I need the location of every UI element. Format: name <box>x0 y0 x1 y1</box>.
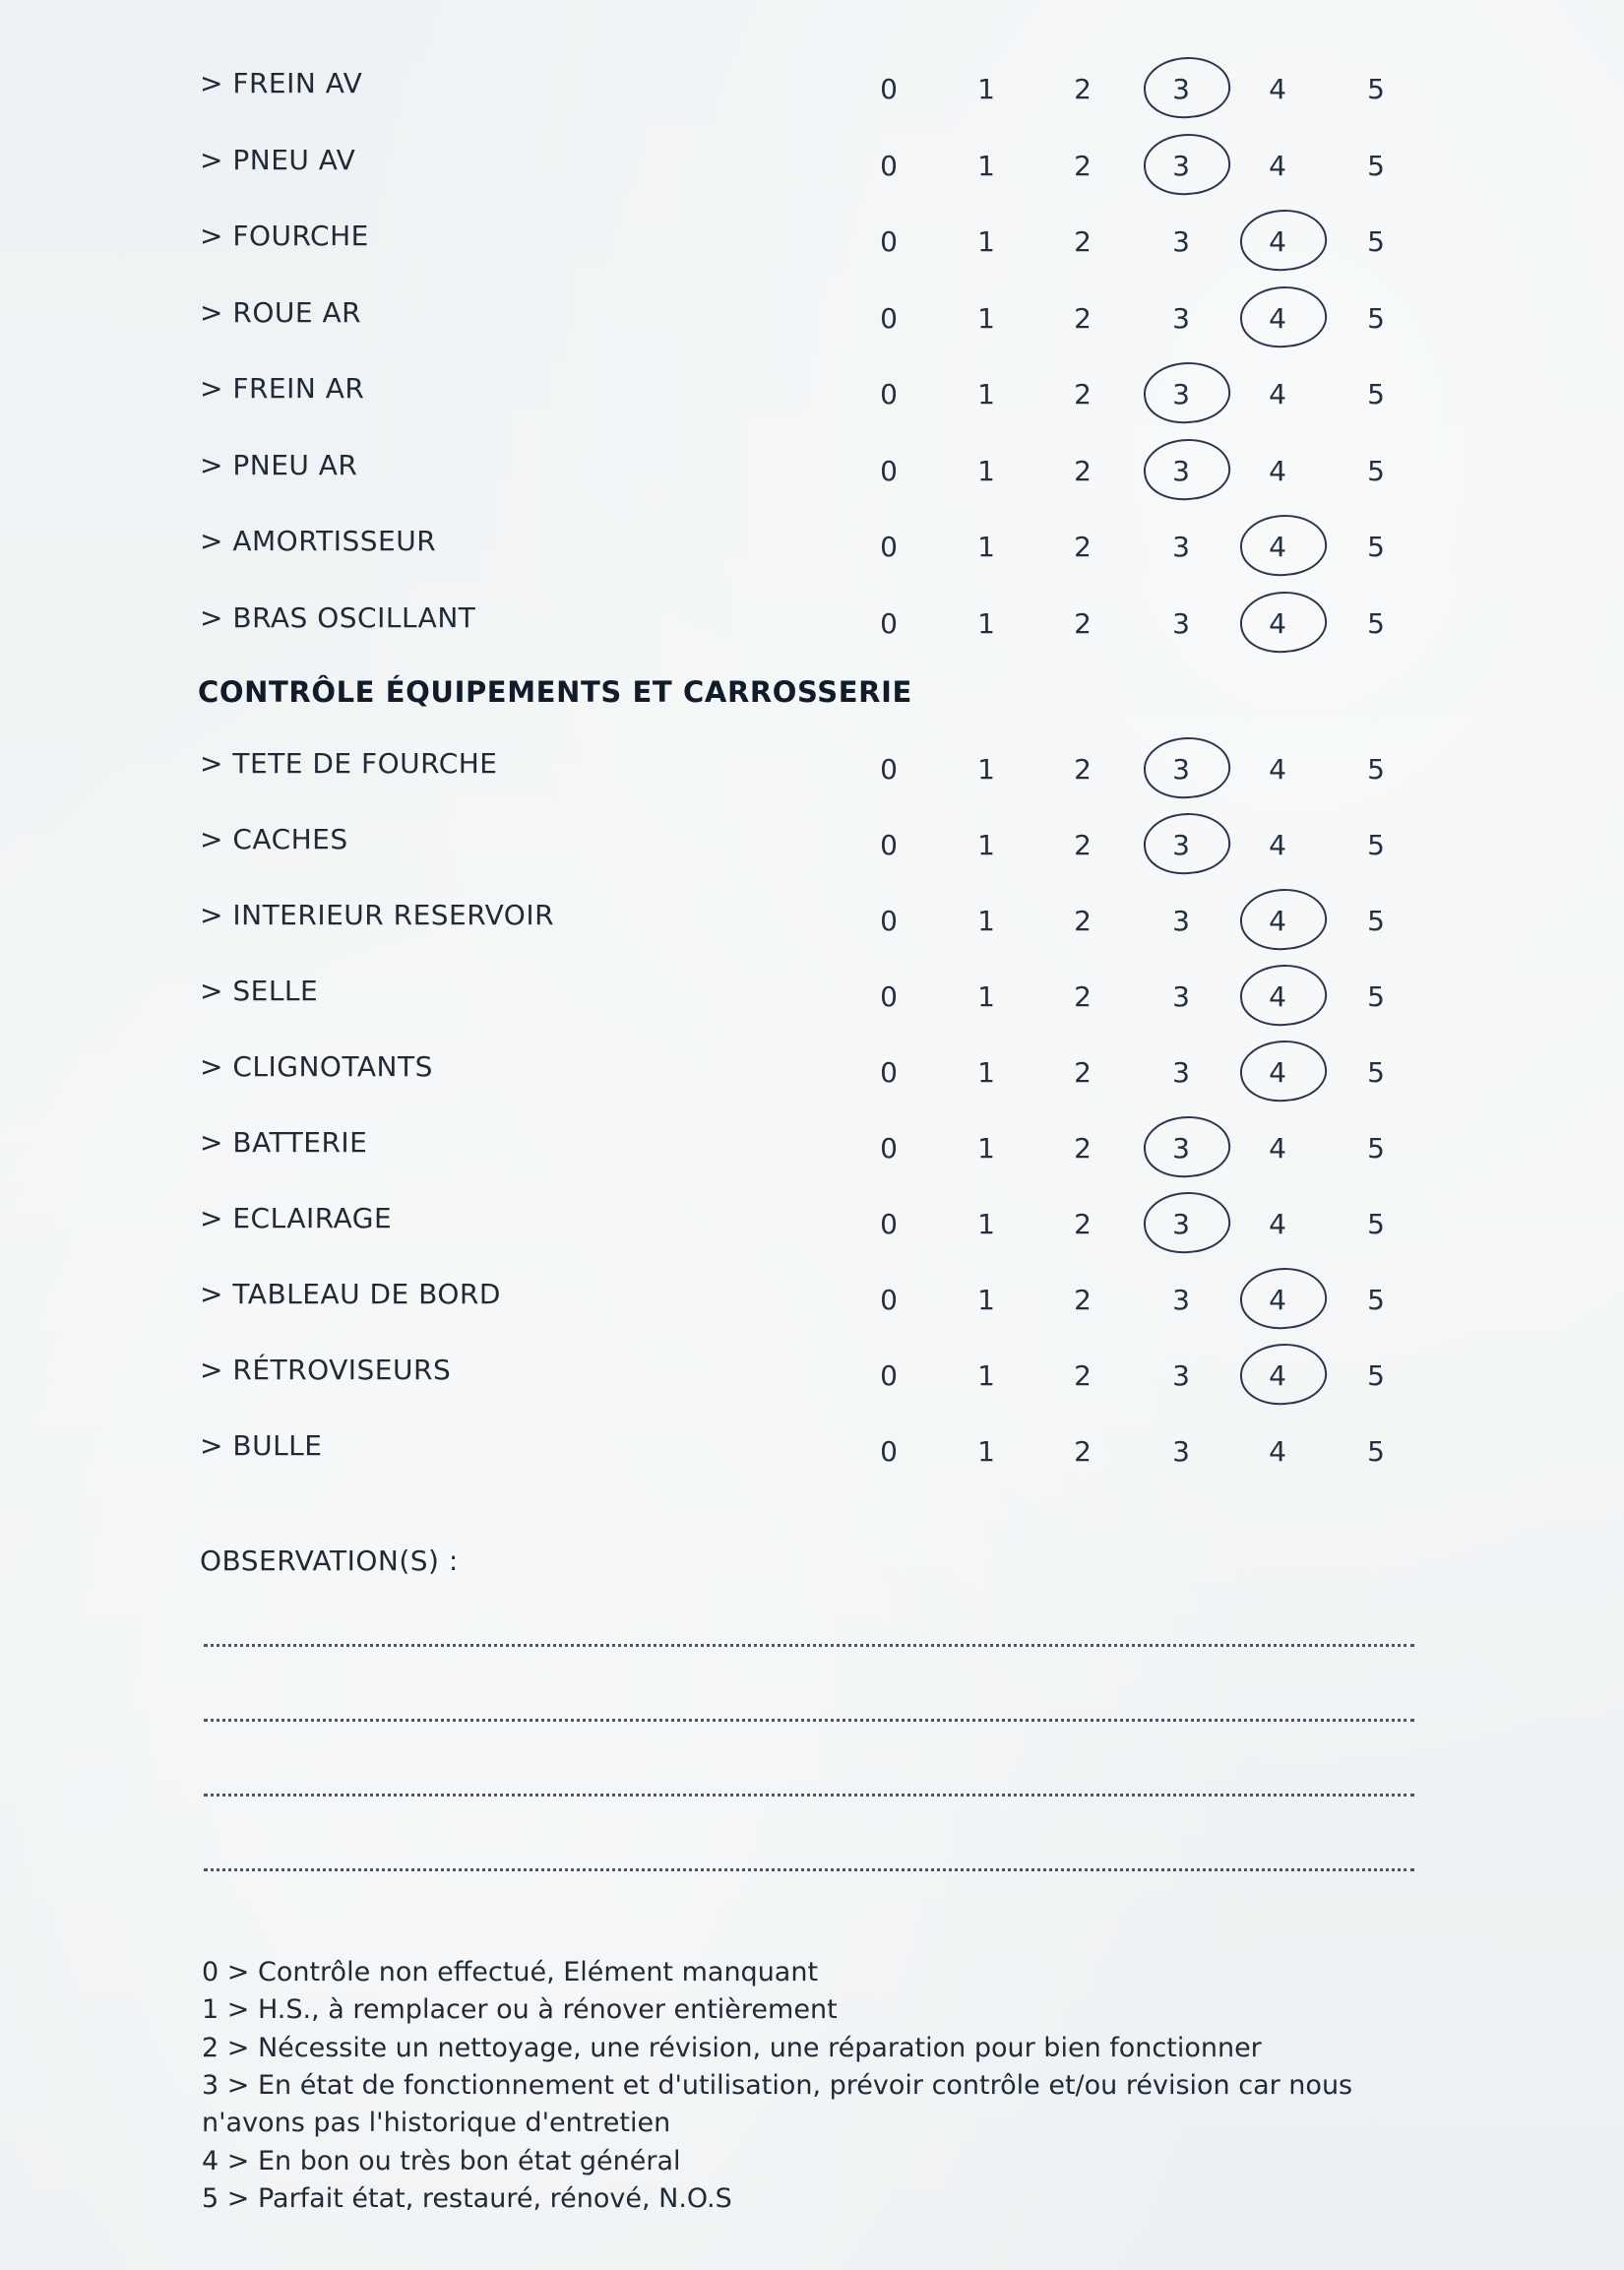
score-option[interactable]: 5 <box>1367 1284 1385 1316</box>
score-option[interactable]: 1 <box>977 225 995 258</box>
score-option[interactable]: 1 <box>977 1359 995 1392</box>
rating-row-label: > ROUE AR <box>200 295 362 329</box>
score-option-selected[interactable]: 4 <box>1248 980 1307 1013</box>
score-option-selected[interactable]: 3 <box>1152 150 1211 182</box>
score-option[interactable]: 5 <box>1367 1056 1385 1089</box>
score-option[interactable]: 5 <box>1367 149 1385 182</box>
score-option[interactable]: 0 <box>880 149 898 182</box>
score-option[interactable]: 0 <box>880 1284 898 1316</box>
score-option[interactable]: 1 <box>977 829 995 861</box>
score-option[interactable]: 0 <box>880 1056 898 1089</box>
score-option[interactable]: 1 <box>977 1284 995 1316</box>
score-option[interactable]: 3 <box>1172 225 1190 258</box>
observations-title: OBSERVATION(S) : <box>200 1545 459 1577</box>
score-option[interactable]: 2 <box>1074 378 1092 410</box>
score-option[interactable]: 2 <box>1074 905 1092 937</box>
score-option[interactable]: 2 <box>1074 1056 1092 1089</box>
score-option[interactable]: 1 <box>977 73 995 105</box>
rating-row-label: > RÉTROVISEURS <box>200 1354 452 1386</box>
score-option[interactable]: 1 <box>977 149 995 182</box>
rating-row-label: > SELLE <box>200 975 319 1007</box>
score-option[interactable]: 5 <box>1367 829 1385 861</box>
legend-line: 4 > En bon ou très bon état général <box>202 2146 681 2176</box>
score-option[interactable]: 4 <box>1269 149 1286 182</box>
score-option-selected[interactable]: 4 <box>1248 607 1307 640</box>
rating-row-label: > AMORTISSEUR <box>200 525 437 557</box>
score-option[interactable]: 2 <box>1074 1132 1092 1165</box>
score-option[interactable]: 4 <box>1269 378 1286 410</box>
score-option[interactable]: 0 <box>880 829 898 861</box>
score-option[interactable]: 4 <box>1269 73 1286 105</box>
rating-row <box>0 67 1624 126</box>
rating-row <box>0 899 1624 958</box>
rating-row-label: > FREIN AV <box>200 67 363 99</box>
rating-row <box>0 449 1624 508</box>
rating-row-label: > TABLEAU DE BORD <box>200 1278 501 1310</box>
score-option[interactable]: 2 <box>1074 1284 1092 1316</box>
rating-row-label: > INTERIEUR RESERVOIR <box>200 899 555 931</box>
score-option[interactable]: 0 <box>880 753 898 786</box>
rating-row <box>0 601 1624 661</box>
observation-line[interactable] <box>204 1868 1414 1871</box>
score-option[interactable]: 5 <box>1367 980 1385 1013</box>
rating-row-label: > ECLAIRAGE <box>200 1202 393 1234</box>
rating-row-label: > BULLE <box>200 1429 323 1462</box>
score-option[interactable]: 0 <box>880 225 898 258</box>
rating-row <box>0 975 1624 1034</box>
rating-row <box>0 220 1624 279</box>
rating-row-label: > FOURCHE <box>200 220 369 252</box>
score-option-selected[interactable]: 3 <box>1152 829 1211 861</box>
legend-line: 2 > Nécessite un nettoyage, une révision, une réparation pour bien fonctionner <box>202 2033 1262 2063</box>
score-option[interactable]: 0 <box>880 905 898 937</box>
score-option[interactable]: 3 <box>1172 301 1190 335</box>
score-option[interactable]: 2 <box>1074 454 1092 487</box>
legend-line: 5 > Parfait état, restauré, rénové, N.O.S <box>202 2183 732 2214</box>
score-option[interactable]: 0 <box>880 1435 898 1468</box>
legend-line: n'avons pas l'historique d'entretien <box>202 2108 671 2138</box>
rating-row <box>0 823 1624 882</box>
rating-row-label: > BRAS OSCILLANT <box>200 600 476 634</box>
legend-line: 1 > H.S., à remplacer ou à rénover entièrement <box>202 1994 838 2025</box>
score-option[interactable]: 0 <box>880 531 898 563</box>
rating-row <box>0 1429 1624 1488</box>
score-option[interactable]: 4 <box>1269 454 1286 487</box>
score-option[interactable]: 5 <box>1367 753 1385 786</box>
observation-line[interactable] <box>204 1644 1414 1647</box>
score-option[interactable]: 2 <box>1074 753 1092 786</box>
score-option-selected[interactable]: 3 <box>1152 73 1211 105</box>
rating-row <box>0 144 1624 203</box>
score-option[interactable]: 2 <box>1074 73 1092 105</box>
score-option[interactable]: 1 <box>977 301 995 335</box>
rating-row <box>0 372 1624 431</box>
score-option[interactable]: 1 <box>977 1132 995 1165</box>
rating-row <box>0 1354 1624 1413</box>
score-option[interactable]: 2 <box>1074 1435 1092 1468</box>
score-option[interactable]: 1 <box>977 1056 995 1089</box>
score-option[interactable]: 0 <box>880 980 898 1013</box>
score-option[interactable]: 5 <box>1367 606 1385 640</box>
score-option-selected[interactable]: 3 <box>1152 1132 1211 1165</box>
rating-row-label: > PNEU AV <box>200 143 356 176</box>
score-option-selected[interactable]: 3 <box>1152 378 1211 410</box>
score-option[interactable]: 2 <box>1074 225 1092 258</box>
score-option[interactable]: 5 <box>1367 301 1385 335</box>
rating-row <box>0 1278 1624 1337</box>
score-option[interactable]: 3 <box>1172 606 1190 640</box>
score-option[interactable]: 5 <box>1367 905 1385 937</box>
score-option[interactable]: 1 <box>977 454 995 487</box>
score-option[interactable]: 0 <box>880 1208 898 1240</box>
score-option[interactable]: 2 <box>1074 531 1092 563</box>
score-option[interactable]: 4 <box>1269 1208 1286 1240</box>
score-option[interactable]: 4 <box>1269 1435 1286 1468</box>
score-option[interactable]: 3 <box>1172 1056 1190 1089</box>
score-option[interactable]: 1 <box>977 1208 995 1240</box>
score-option[interactable]: 0 <box>880 606 898 640</box>
score-option[interactable]: 0 <box>880 1359 898 1392</box>
rating-row <box>0 525 1624 584</box>
score-option[interactable]: 0 <box>880 73 898 105</box>
score-option[interactable]: 5 <box>1367 1208 1385 1240</box>
rating-row-label: > CACHES <box>200 823 348 855</box>
score-option[interactable]: 4 <box>1269 1132 1286 1165</box>
score-option[interactable]: 2 <box>1074 606 1092 640</box>
rating-row <box>0 1126 1624 1185</box>
score-option[interactable]: 5 <box>1367 1435 1385 1468</box>
score-option[interactable]: 1 <box>977 753 995 786</box>
score-option-selected[interactable]: 4 <box>1248 1284 1307 1316</box>
score-option[interactable]: 5 <box>1367 1359 1385 1392</box>
rating-row <box>0 296 1624 355</box>
legend-line: 0 > Contrôle non effectué, Elément manquant <box>202 1957 819 1987</box>
score-option[interactable]: 1 <box>977 1435 995 1468</box>
score-option[interactable]: 0 <box>880 378 898 410</box>
score-option-selected[interactable]: 3 <box>1152 1208 1211 1240</box>
score-option-selected[interactable]: 4 <box>1248 1359 1307 1392</box>
score-option[interactable]: 3 <box>1172 1359 1190 1392</box>
rating-row <box>0 747 1624 806</box>
score-option[interactable]: 1 <box>977 980 995 1013</box>
score-option[interactable]: 1 <box>977 905 995 937</box>
score-option[interactable]: 1 <box>977 606 995 640</box>
score-option[interactable]: 3 <box>1172 1435 1190 1468</box>
score-option[interactable]: 5 <box>1367 225 1385 258</box>
score-option[interactable]: 5 <box>1367 454 1385 487</box>
score-option-selected[interactable]: 4 <box>1248 1056 1307 1089</box>
score-option[interactable]: 0 <box>880 454 898 487</box>
score-option-selected[interactable]: 3 <box>1152 455 1211 487</box>
score-option[interactable]: 5 <box>1367 73 1385 105</box>
score-option[interactable]: 1 <box>977 531 995 563</box>
score-option-selected[interactable]: 4 <box>1248 531 1307 563</box>
score-option[interactable]: 4 <box>1269 753 1286 786</box>
score-option[interactable]: 3 <box>1172 905 1190 937</box>
score-option[interactable]: 2 <box>1074 829 1092 861</box>
score-option[interactable]: 2 <box>1074 301 1092 335</box>
score-option[interactable]: 4 <box>1269 829 1286 861</box>
score-option[interactable]: 2 <box>1074 1359 1092 1392</box>
score-option[interactable]: 5 <box>1367 378 1385 410</box>
rating-row <box>0 1050 1624 1109</box>
score-option[interactable]: 5 <box>1367 1132 1385 1165</box>
observation-line[interactable] <box>204 1719 1414 1722</box>
score-option[interactable]: 0 <box>880 1132 898 1165</box>
rating-row-label: > FREIN AR <box>200 372 365 405</box>
section-title: CONTRÔLE ÉQUIPEMENTS ET CARROSSERIE <box>198 675 912 709</box>
rating-row <box>0 1202 1624 1261</box>
score-option[interactable]: 1 <box>977 378 995 410</box>
score-option-selected[interactable]: 4 <box>1248 225 1307 258</box>
rating-row-label: > PNEU AR <box>200 448 358 481</box>
score-option[interactable]: 5 <box>1367 531 1385 563</box>
rating-row-label: > BATTERIE <box>200 1126 368 1159</box>
score-option-selected[interactable]: 3 <box>1152 753 1211 786</box>
score-option[interactable]: 2 <box>1074 1208 1092 1240</box>
legend-line: 3 > En état de fonctionnement et d'utilisation, prévoir contrôle et/ou révision car nous <box>202 2070 1353 2101</box>
score-option[interactable]: 3 <box>1172 1284 1190 1316</box>
rating-row-label: > CLIGNOTANTS <box>200 1050 433 1083</box>
score-option[interactable]: 2 <box>1074 149 1092 182</box>
score-option[interactable]: 0 <box>880 301 898 335</box>
observation-line[interactable] <box>204 1794 1414 1797</box>
score-option[interactable]: 3 <box>1172 980 1190 1013</box>
score-option[interactable]: 2 <box>1074 980 1092 1013</box>
score-option-selected[interactable]: 4 <box>1248 302 1307 335</box>
score-option[interactable]: 3 <box>1172 531 1190 563</box>
score-option-selected[interactable]: 4 <box>1248 905 1307 937</box>
rating-row-label: > TETE DE FOURCHE <box>200 747 498 780</box>
